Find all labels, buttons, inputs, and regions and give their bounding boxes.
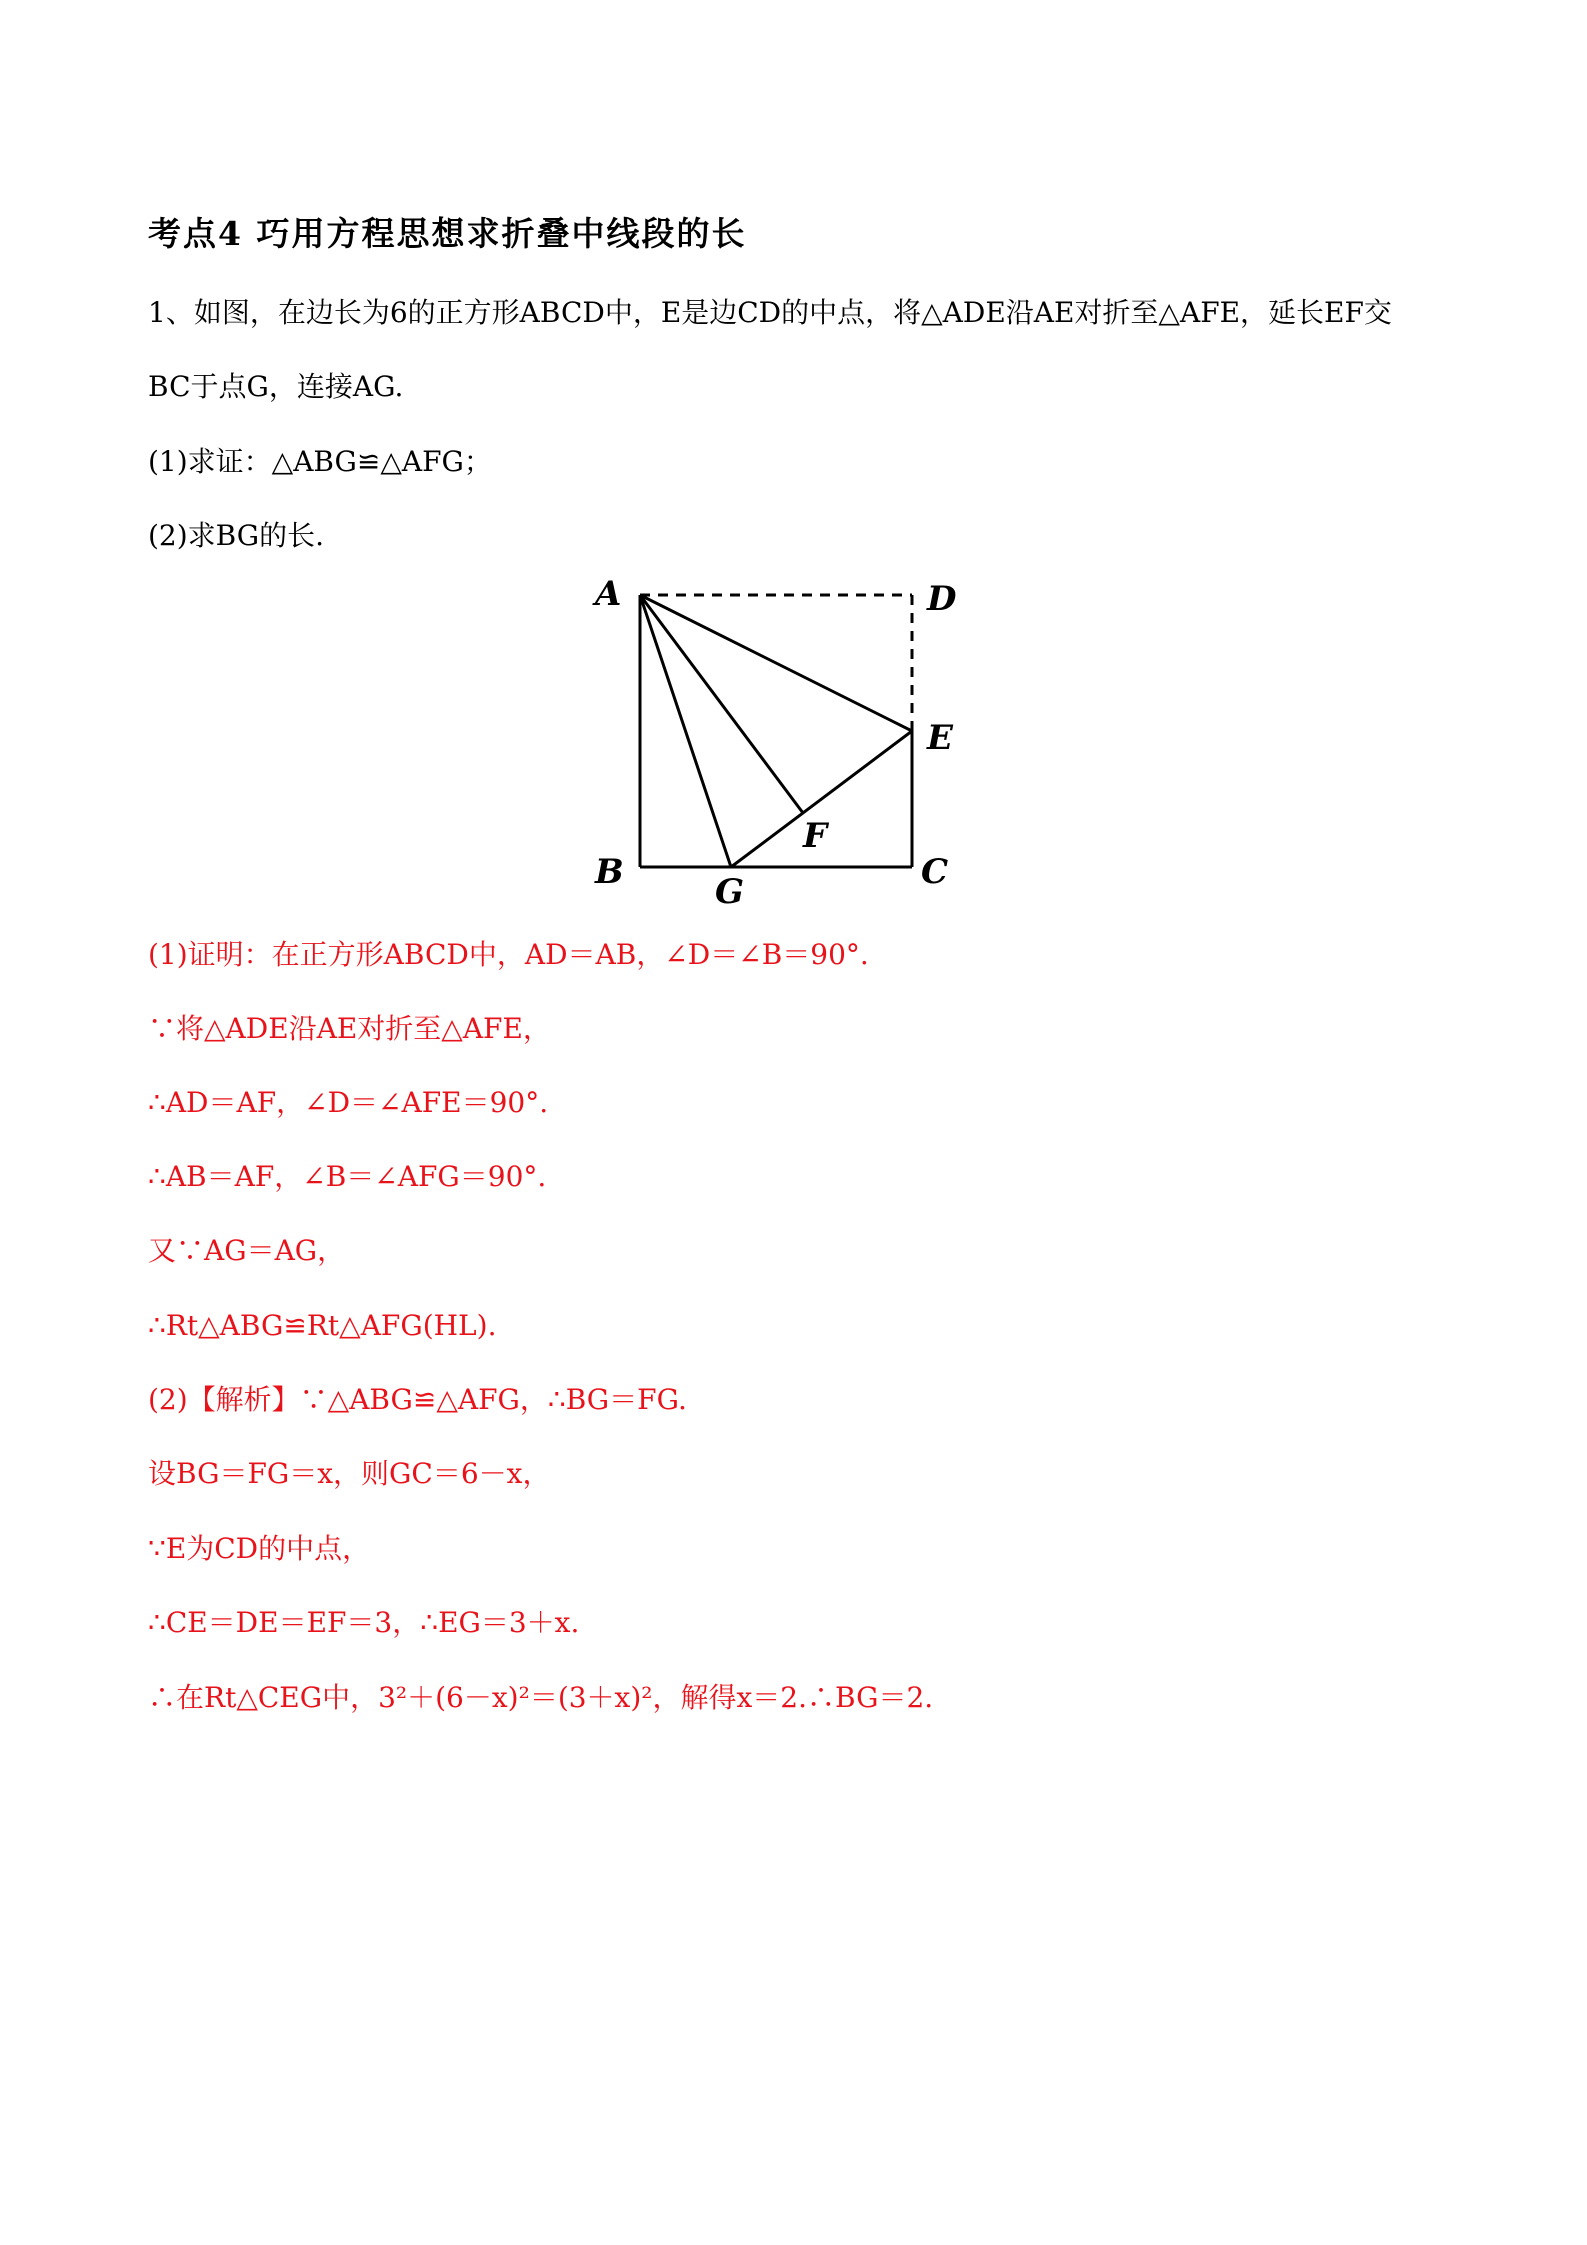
label-a: A xyxy=(595,574,622,614)
segment-ag xyxy=(640,595,731,867)
solution-line-4: ∴AB＝AF，∠B＝∠AFG＝90°. xyxy=(148,1160,547,1193)
label-c: C xyxy=(921,852,949,892)
question-1: (1)求证：△ABG≌△AFG； xyxy=(148,445,492,478)
solution-line-8: 设BG＝FG＝x，则GC＝6－x， xyxy=(148,1457,551,1490)
question-2: (2)求BG的长. xyxy=(148,519,325,552)
solution-line-10: ∴CE＝DE＝EF＝3，∴EG＝3＋x. xyxy=(148,1606,580,1639)
label-e: E xyxy=(927,718,953,758)
solution-line-9: ∵E为CD的中点， xyxy=(148,1532,371,1565)
section-title: 考点4 巧用方程思想求折叠中线段的长 xyxy=(148,214,747,253)
segment-ae xyxy=(640,595,912,731)
label-f: F xyxy=(803,816,828,856)
solution-line-3: ∴AD＝AF，∠D＝∠AFE＝90°. xyxy=(148,1086,549,1119)
solution-line-11: ∴在Rt△CEG中，3²＋(6－x)²＝(3＋x)²，解得x＝2.∴BG＝2. xyxy=(148,1681,934,1714)
label-b: B xyxy=(595,852,624,892)
geometry-figure xyxy=(585,565,1005,915)
problem-line-2: BC于点G，连接AG. xyxy=(148,370,404,403)
solution-line-6: ∴Rt△ABG≌Rt△AFG(HL). xyxy=(148,1309,497,1342)
solution-line-1: (1)证明：在正方形ABCD中，AD＝AB，∠D＝∠B＝90°. xyxy=(148,938,869,971)
segment-af xyxy=(640,595,803,813)
solution-line-7: (2)【解析】∵△ABG≌△AFG，∴BG＝FG. xyxy=(148,1383,687,1416)
label-d: D xyxy=(927,579,957,619)
solution-line-2: ∵将△ADE沿AE对折至△AFE， xyxy=(148,1012,551,1045)
label-g: G xyxy=(715,872,745,912)
solution-line-5: 又∵AG＝AG， xyxy=(148,1234,346,1267)
problem-line-1: 1、如图，在边长为6的正方形ABCD中，E是边CD的中点，将△ADE沿AE对折至△AFE，延长EF交 xyxy=(148,296,1392,329)
